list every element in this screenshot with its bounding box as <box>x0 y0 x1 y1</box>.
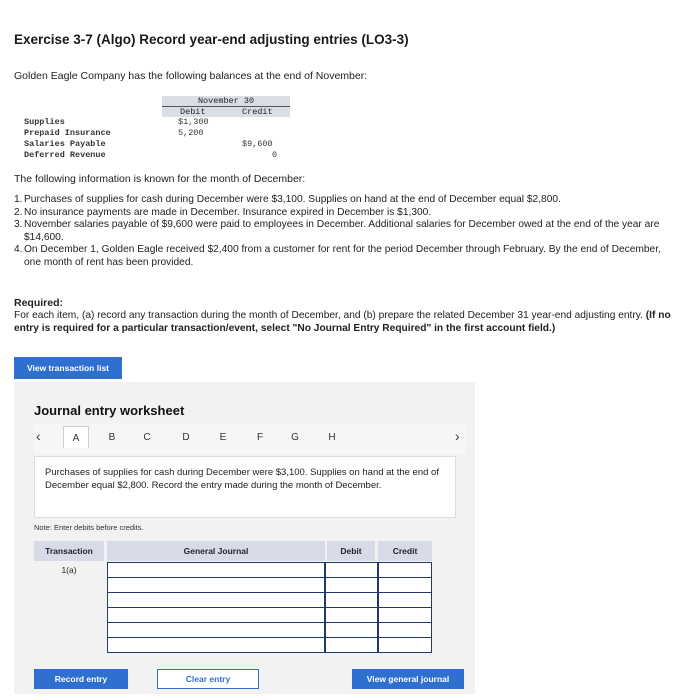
balance-credit: 0 <box>272 150 278 160</box>
balance-row <box>24 128 294 139</box>
info-item-number: 3. <box>14 219 23 230</box>
worksheet-title: Journal entry worksheet <box>34 403 185 418</box>
clear-entry-button[interactable]: Clear entry <box>157 669 259 689</box>
required-text: For each item, (a) record any transaction during the month of December, and (b) prepare the related December 31 year-end adjusting entry. <box>14 310 643 321</box>
view-general-journal-button[interactable]: View general journal <box>352 669 464 689</box>
debit-input[interactable] <box>325 577 378 593</box>
tab-e[interactable]: E <box>219 432 227 443</box>
tab-f[interactable]: F <box>256 432 264 443</box>
balance-row <box>24 139 294 150</box>
account-input[interactable] <box>107 622 325 638</box>
tab-g[interactable]: G <box>291 432 299 443</box>
debit-input[interactable] <box>325 592 378 608</box>
balance-debit: $1,300 <box>178 117 209 127</box>
balance-credit: $9,600 <box>242 139 273 149</box>
col-general-journal: General Journal <box>107 541 325 561</box>
debit-credit-note: Note: Enter debits before credits. <box>34 523 144 532</box>
balances-debit-label: Debit <box>180 107 206 117</box>
info-item <box>14 194 674 207</box>
balance-account: Prepaid Insurance <box>24 128 111 138</box>
balance-row <box>24 117 294 128</box>
info-item-text: Purchases of supplies for cash during December were $3,100. Supplies on hand at the end of December equal $2,800. <box>24 194 561 205</box>
tab-c[interactable]: C <box>143 432 151 443</box>
tab-b[interactable]: B <box>108 432 116 443</box>
info-item-text: November salaries payable of $9,600 were paid to employees in December. Additional salaries for December owed at the end of the year are $14,600. <box>24 219 660 243</box>
chevron-left-icon[interactable]: ‹ <box>36 428 41 444</box>
col-debit: Debit <box>327 541 375 561</box>
info-item-number: 2. <box>14 206 23 218</box>
tab-a[interactable]: A <box>63 426 89 448</box>
balance-debit: 5,200 <box>178 128 204 138</box>
info-item-number: 1. <box>14 194 23 205</box>
balances-credit-label: Credit <box>242 107 273 117</box>
view-transaction-list-button[interactable]: View transaction list <box>14 357 122 379</box>
col-transaction: Transaction <box>34 541 104 561</box>
account-input[interactable] <box>107 577 325 593</box>
account-input[interactable] <box>107 637 325 653</box>
intro-text: Golden Eagle Company has the following balances at the end of November: <box>14 70 368 82</box>
tab-d[interactable]: D <box>182 432 190 443</box>
info-item <box>14 219 674 244</box>
tab-h[interactable]: H <box>328 432 336 443</box>
debit-input[interactable] <box>325 622 378 638</box>
info-item-text: On December 1, Golden Eagle received $2,400 from a customer for rent for the period December through February. By the end of December, one month of rent has been provided. <box>24 244 661 268</box>
page-title: Exercise 3-7 (Algo) Record year-end adjusting entries (LO3-3) <box>14 32 409 47</box>
transaction-description: Purchases of supplies for cash during December were $3,100. Supplies on hand at the end of December equal $2,800. Record the entry made during the month of December. <box>34 456 456 518</box>
debit-input[interactable] <box>325 637 378 653</box>
balances-header <box>162 96 290 117</box>
info-lead: The following information is known for the month of December: <box>14 173 306 185</box>
account-input[interactable] <box>107 607 325 623</box>
credit-input[interactable] <box>378 562 432 578</box>
balance-account: Deferred Revenue <box>24 150 106 160</box>
credit-input[interactable] <box>378 622 432 638</box>
debit-input[interactable] <box>325 562 378 578</box>
required-note: (If no entry is required for a particular transaction/event, select "No Journal Entry Required" in the first account field.) <box>14 310 671 334</box>
balances-table <box>24 117 294 161</box>
worksheet-tabs <box>34 424 466 454</box>
account-input[interactable] <box>107 562 325 578</box>
transaction-id: 1(a) <box>34 562 104 578</box>
record-entry-button[interactable]: Record entry <box>34 669 128 689</box>
col-credit: Credit <box>378 541 432 561</box>
balance-account: Supplies <box>24 117 65 127</box>
info-item <box>14 244 674 269</box>
balance-account: Salaries Payable <box>24 139 106 149</box>
account-input[interactable] <box>107 592 325 608</box>
info-item <box>14 207 674 220</box>
credit-input[interactable] <box>378 577 432 593</box>
info-item-number: 4. <box>14 244 23 255</box>
chevron-right-icon[interactable]: › <box>455 428 460 444</box>
required-title: Required: <box>14 297 64 309</box>
credit-input[interactable] <box>378 592 432 608</box>
balances-period: November 30 <box>197 96 255 106</box>
info-item-text: No insurance payments are made in December. Insurance expired in December is $1,300. <box>24 206 432 218</box>
debit-input[interactable] <box>325 607 378 623</box>
credit-input[interactable] <box>378 607 432 623</box>
required-body <box>14 310 674 335</box>
info-list <box>14 194 674 269</box>
balance-row <box>24 150 294 161</box>
credit-input[interactable] <box>378 637 432 653</box>
